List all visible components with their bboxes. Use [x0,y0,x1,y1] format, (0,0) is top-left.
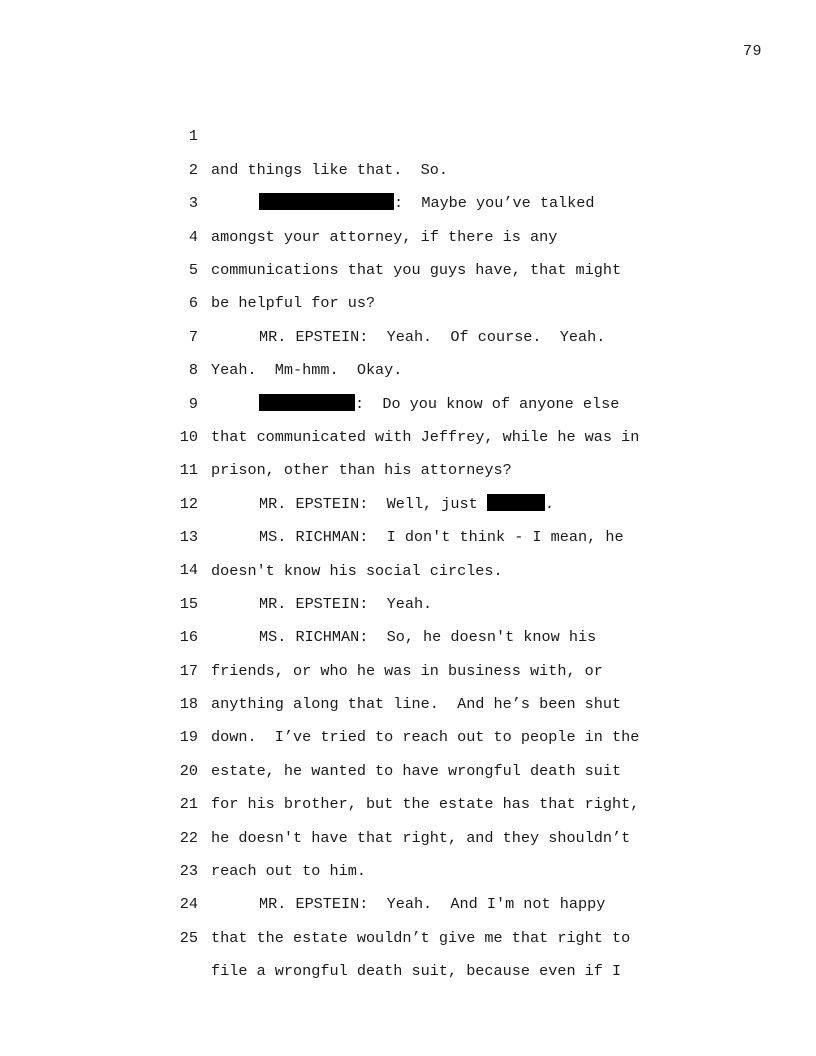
line-text: amongst your attorney, if there is any [211,227,558,246]
line-number: 2 [188,160,198,179]
line-number: 21 [179,795,198,814]
line-text: that communicated with Jeffrey, while he was in [211,427,640,446]
line-number: 10 [179,427,198,446]
line-number: 18 [179,695,198,714]
line-number: 17 [179,661,198,680]
line-number: 24 [179,895,198,914]
line-number: 13 [179,528,198,547]
line-number: 8 [188,361,198,380]
line-text: : Maybe you’ve talked [394,194,595,213]
transcript-body [0,87,816,981]
line-text: MS. RICHMAN: I don't think - I mean, he [259,528,624,547]
line-number: 6 [188,294,198,313]
line-text: file a wrongful death suit, because even if I [211,962,622,981]
line-text: MR. EPSTEIN: Well, just [259,494,487,513]
line-number: 4 [188,227,198,246]
line-number: 16 [179,628,198,647]
line-text-after: . [544,494,554,513]
line-number: 7 [188,327,198,346]
line-number: 5 [188,260,198,279]
line-text: down. I’ve tried to reach out to people in the [211,728,640,747]
line-number: 25 [179,928,198,947]
line-number: 22 [179,828,198,847]
transcript-line [0,87,816,179]
line-text: Yeah. Mm-hmm. Okay. [211,361,403,380]
line-text: and things like that. So. [211,160,448,179]
line-text: he doesn't have that right, and they shouldn’t [211,828,631,847]
line-number: 9 [188,394,198,413]
line-text: that the estate wouldn’t give me that right to [211,928,631,947]
line-text: communications that you guys have, that might [211,260,622,279]
line-text: MR. EPSTEIN: Yeah. And I'm not happy [259,895,606,914]
line-text: doesn't know his social circles. [211,561,503,580]
line-number: 14 [179,561,198,580]
line-text: anything along that line. And he’s been shut [211,695,622,714]
line-text: MR. EPSTEIN: Yeah. [259,594,433,613]
line-text: estate, he wanted to have wrongful death suit [211,761,622,780]
line-text: for his brother, but the estate has that right, [211,795,640,814]
line-number: 15 [179,594,198,613]
line-text: reach out to him. [211,862,366,881]
line-number: 20 [179,761,198,780]
line-text: MS. RICHMAN: So, he doesn't know his [259,628,597,647]
line-number: 1 [188,127,198,146]
line-text: : Do you know of anyone else [355,394,620,413]
line-number: 23 [179,862,198,880]
line-text: MR. EPSTEIN: Yeah. Of course. Yeah. [259,327,606,346]
line-text: prison, other than his attorneys? [211,461,512,480]
line-number: 12 [179,494,198,513]
line-number: 11 [179,461,198,480]
line-number: 19 [179,728,198,747]
page-number: 79 [742,43,762,60]
line-number: 3 [188,194,198,213]
line-text: friends, or who he was in business with, or [211,661,603,680]
line-text: be helpful for us? [211,294,376,313]
